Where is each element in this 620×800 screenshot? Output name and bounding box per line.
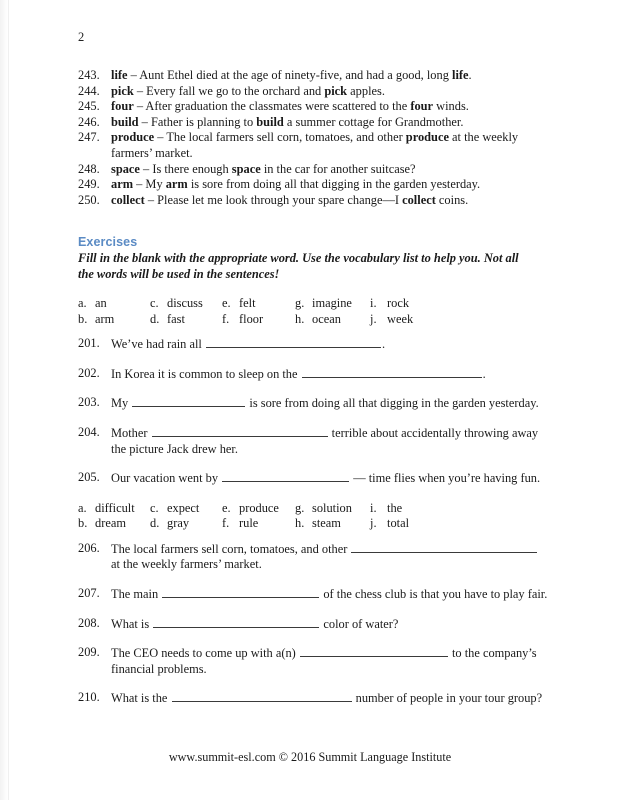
word-bank-word: produce bbox=[239, 500, 279, 515]
word-bank-letter: a. bbox=[78, 500, 87, 515]
word-bank-letter: g. bbox=[295, 500, 305, 515]
exercise-text-before-blank: What is bbox=[111, 616, 153, 631]
vocabulary-entry-number: 249. bbox=[78, 177, 100, 192]
word-bank-entry bbox=[370, 296, 413, 311]
word-bank-column bbox=[222, 296, 263, 327]
word-bank-column bbox=[78, 501, 135, 532]
word-bank-letter: f. bbox=[222, 516, 230, 531]
vocabulary-entry-number: 244. bbox=[78, 83, 100, 98]
exercise-question bbox=[78, 366, 548, 383]
vocabulary-entry bbox=[78, 193, 548, 209]
word-bank-word: total bbox=[387, 516, 410, 531]
word-bank-letter: h. bbox=[295, 311, 305, 326]
answer-blank[interactable] bbox=[302, 366, 482, 378]
word-bank-entry bbox=[78, 516, 135, 531]
word-bank-word: the bbox=[387, 500, 403, 515]
answer-blank[interactable] bbox=[153, 616, 319, 628]
vocabulary-entry-text: life – Aunt Ethel died at the age of ninety-five, and had a good, long life. bbox=[111, 68, 472, 82]
word-bank-word: week bbox=[387, 311, 414, 326]
exercise-text-before-blank: My bbox=[111, 396, 132, 411]
exercise-text-before-blank: We’ve had rain all bbox=[111, 337, 205, 352]
exercise-question-number: 203. bbox=[78, 395, 100, 410]
exercise-question bbox=[78, 336, 548, 353]
answer-blank[interactable] bbox=[300, 645, 448, 657]
word-bank-1 bbox=[78, 296, 548, 328]
vocabulary-entry bbox=[78, 99, 548, 115]
word-bank-column bbox=[150, 296, 203, 327]
word-bank-word: solution bbox=[312, 500, 352, 515]
word-bank-word: gray bbox=[167, 516, 190, 531]
word-bank-entry bbox=[295, 296, 352, 311]
word-bank-word: expect bbox=[167, 500, 200, 515]
word-bank-entry bbox=[78, 312, 114, 327]
exercise-text-before-blank: Mother bbox=[111, 425, 151, 440]
word-bank-letter: i. bbox=[370, 500, 377, 515]
word-bank-letter: d. bbox=[150, 516, 160, 531]
vocabulary-entry bbox=[78, 162, 548, 178]
word-bank-letter: e. bbox=[222, 296, 231, 311]
word-bank-entry bbox=[295, 501, 352, 516]
word-bank-letter: b. bbox=[78, 516, 88, 531]
word-bank-column bbox=[370, 501, 409, 532]
word-bank-entry bbox=[370, 312, 413, 327]
vocabulary-entry-number: 247. bbox=[78, 130, 100, 145]
answer-blank[interactable] bbox=[222, 470, 349, 482]
exercise-question-number: 204. bbox=[78, 424, 100, 439]
word-bank-word: difficult bbox=[95, 500, 135, 515]
word-bank-letter: d. bbox=[150, 311, 160, 326]
answer-blank[interactable] bbox=[351, 541, 537, 553]
exercise-question-number: 208. bbox=[78, 615, 100, 630]
word-bank-column bbox=[150, 501, 199, 532]
word-bank-letter: c. bbox=[150, 296, 159, 311]
exercise-text-before-blank: In Korea it is common to sleep on the bbox=[111, 366, 301, 381]
word-bank-entry bbox=[222, 296, 263, 311]
exercise-text-after-blank: . bbox=[482, 366, 486, 381]
vocabulary-entry bbox=[78, 115, 548, 131]
word-bank-column bbox=[222, 501, 279, 532]
exercises-instructions: Fill in the blank with the appropriate word. Use the vocabulary list to help you. Not all the words will be used in the sentences! bbox=[78, 251, 519, 281]
word-bank-entry bbox=[222, 501, 279, 516]
vocabulary-entry-text: produce – The local farmers sell corn, tomatoes, and other produce at the weekly farmers’ market. bbox=[111, 130, 519, 160]
word-bank-letter: h. bbox=[295, 516, 305, 531]
word-bank-entry bbox=[150, 312, 203, 327]
vocabulary-entry-number: 246. bbox=[78, 114, 100, 129]
vocabulary-entry-number: 248. bbox=[78, 161, 100, 176]
exercise-questions-2 bbox=[78, 541, 548, 707]
page-content bbox=[78, 0, 548, 720]
exercise-question bbox=[78, 690, 548, 707]
word-bank-entry bbox=[150, 516, 199, 531]
exercise-question-number: 202. bbox=[78, 365, 100, 380]
exercise-text-before-blank: Our vacation went by bbox=[111, 471, 222, 486]
exercises-heading: Exercises bbox=[78, 235, 138, 250]
word-bank-entry bbox=[222, 516, 279, 531]
answer-blank[interactable] bbox=[132, 395, 245, 407]
word-bank-word: ocean bbox=[312, 311, 341, 326]
exercise-question-number: 209. bbox=[78, 645, 100, 660]
word-bank-entry bbox=[222, 312, 263, 327]
vocabulary-entry-text: collect – Please let me look through your spare change—I collect coins. bbox=[111, 192, 469, 207]
vocabulary-entry-text: four – After graduation the classmates were scattered to the four winds. bbox=[111, 99, 469, 114]
word-bank-letter: a. bbox=[78, 296, 87, 311]
exercise-questions-1 bbox=[78, 336, 548, 487]
word-bank-word: fast bbox=[167, 311, 185, 326]
page-number: 2 bbox=[78, 30, 85, 44]
exercise-text-before-blank: The local farmers sell corn, tomatoes, and other bbox=[111, 541, 351, 556]
exercise-text-after-blank: . bbox=[381, 337, 386, 352]
word-bank-entry bbox=[295, 516, 352, 531]
word-bank-entry bbox=[295, 312, 352, 327]
word-bank-word: imagine bbox=[312, 296, 352, 311]
word-bank-entry bbox=[370, 501, 409, 516]
vocabulary-entry bbox=[78, 177, 548, 193]
word-bank-column bbox=[295, 501, 352, 532]
vocabulary-entry-text: pick – Every fall we go to the orchard and pick apples. bbox=[111, 83, 385, 98]
word-bank-word: discuss bbox=[167, 296, 203, 311]
exercise-text-before-blank: The main bbox=[111, 586, 162, 601]
exercise-question-number: 207. bbox=[78, 585, 100, 600]
answer-blank[interactable] bbox=[172, 690, 352, 702]
word-bank-entry bbox=[370, 516, 409, 531]
word-bank-entry bbox=[150, 501, 199, 516]
exercise-text-before-blank: What is the bbox=[111, 691, 171, 706]
page-edge-shadow bbox=[0, 0, 9, 800]
word-bank-letter: j. bbox=[370, 516, 377, 531]
word-bank-column bbox=[295, 296, 352, 327]
word-bank-letter: f. bbox=[222, 311, 230, 326]
vocabulary-entry-number: 245. bbox=[78, 99, 100, 114]
word-bank-2 bbox=[78, 501, 548, 533]
exercise-text-after-blank: is sore from doing all that digging in the garden yesterday. bbox=[246, 396, 539, 411]
word-bank-word: floor bbox=[239, 311, 264, 326]
exercise-text-after-blank: number of people in your tour group? bbox=[352, 691, 543, 706]
word-bank-word: felt bbox=[239, 296, 256, 311]
word-bank-entry bbox=[78, 296, 114, 311]
exercise-question bbox=[78, 470, 548, 487]
vocabulary-entry-text: arm – My arm is sore from doing all that digging in the garden yesterday. bbox=[111, 177, 481, 192]
exercise-question bbox=[78, 616, 548, 633]
word-bank-letter: c. bbox=[150, 500, 159, 515]
word-bank-entry bbox=[78, 501, 135, 516]
exercise-question-number: 205. bbox=[78, 470, 100, 485]
exercise-text-after-blank: at the weekly farmers’ market. bbox=[111, 557, 262, 572]
exercise-question-number: 206. bbox=[78, 540, 100, 555]
vocabulary-entry-number: 243. bbox=[78, 68, 100, 82]
exercise-text-after-blank: to the company’s financial problems. bbox=[111, 646, 537, 676]
exercise-question bbox=[78, 645, 548, 677]
vocabulary-entry-number: 250. bbox=[78, 192, 100, 207]
exercise-text-after-blank: terrible about accidentally throwing away the picture Jack drew her. bbox=[111, 425, 539, 456]
exercise-question bbox=[78, 395, 548, 412]
word-bank-word: rule bbox=[239, 516, 259, 531]
word-bank-column bbox=[370, 296, 413, 327]
word-bank-word: an bbox=[95, 296, 107, 311]
exercise-question bbox=[78, 541, 548, 573]
answer-blank[interactable] bbox=[152, 425, 328, 437]
answer-blank[interactable] bbox=[162, 586, 319, 598]
word-bank-word: rock bbox=[387, 296, 410, 311]
answer-blank[interactable] bbox=[206, 336, 381, 348]
word-bank-letter: b. bbox=[78, 311, 88, 326]
word-bank-entry bbox=[150, 296, 203, 311]
word-bank-word: dream bbox=[95, 516, 126, 531]
vocabulary-entry-text: space – Is there enough space in the car for another suitcase? bbox=[111, 161, 416, 176]
exercise-question bbox=[78, 425, 548, 457]
exercise-text-after-blank: color of water? bbox=[320, 616, 399, 631]
exercise-text-after-blank: of the chess club is that you have to play fair. bbox=[320, 586, 548, 601]
word-bank-letter: e. bbox=[222, 500, 231, 515]
exercise-question-number: 210. bbox=[78, 690, 100, 705]
word-bank-column bbox=[78, 296, 114, 327]
vocabulary-entry bbox=[78, 84, 548, 100]
vocabulary-entry-text: build – Father is planning to build a summer cottage for Grandmother. bbox=[111, 114, 464, 129]
exercise-text-after-blank: — time flies when you’re having fun. bbox=[350, 471, 541, 486]
vocabulary-entry bbox=[78, 68, 548, 84]
word-bank-letter: i. bbox=[370, 296, 377, 311]
vocabulary-entry bbox=[78, 130, 548, 161]
word-bank-letter: j. bbox=[370, 311, 377, 326]
exercise-text-before-blank: The CEO needs to come up with a(n) bbox=[111, 646, 299, 661]
page-footer: www.summit-esl.com © 2016 Summit Language Institute bbox=[168, 750, 452, 764]
exercise-question-number: 201. bbox=[78, 336, 100, 351]
word-bank-word: steam bbox=[312, 516, 341, 531]
word-bank-word: arm bbox=[95, 311, 115, 326]
exercise-question bbox=[78, 586, 548, 603]
word-bank-letter: g. bbox=[295, 296, 305, 311]
vocabulary-list bbox=[78, 68, 548, 208]
